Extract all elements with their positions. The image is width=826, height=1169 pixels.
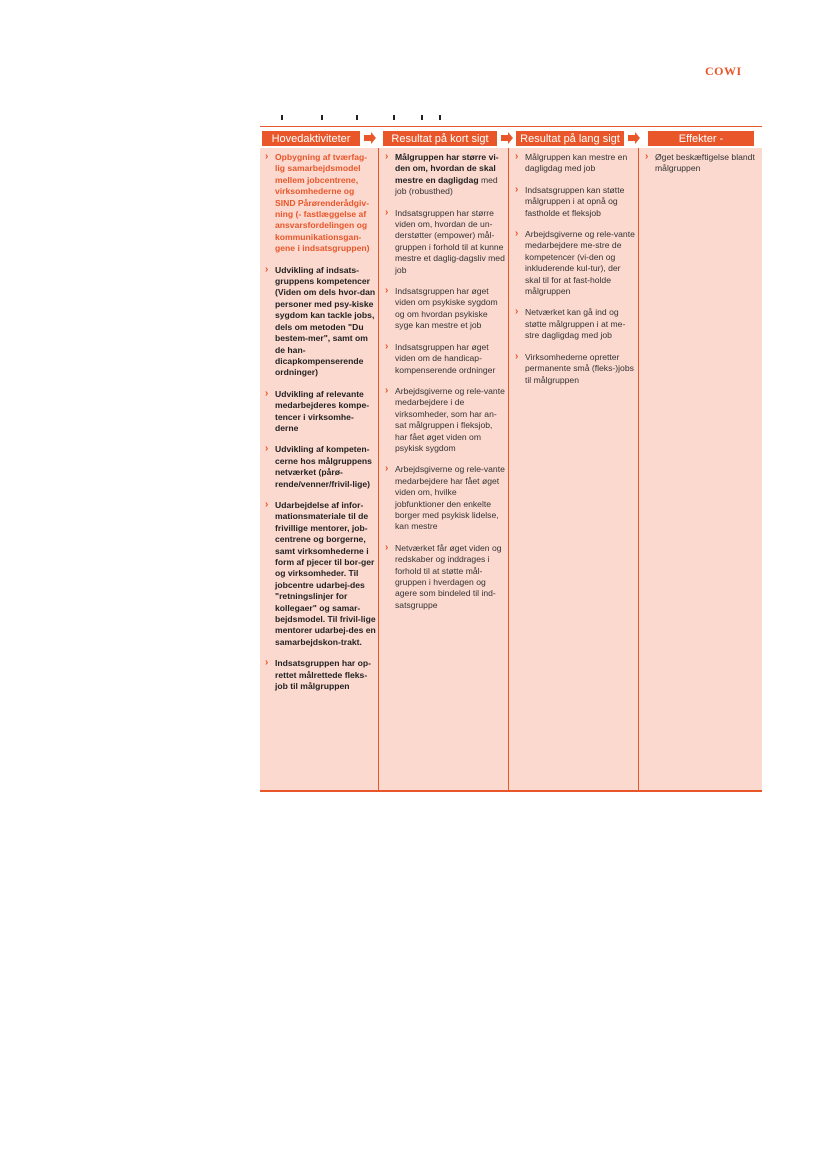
table-bottom-rule (260, 790, 762, 792)
column-divider (638, 148, 639, 790)
header-effekter: Effekter - (647, 130, 755, 147)
list-item: › Arbejdsgiverne og rele-vante medarbejdere har fået øget viden om, hvilke jobfunktioner den enkelte borger med psykisk lidelse, kan mestre (382, 464, 506, 532)
list-item: › Indsatsgruppen har større viden om, hvordan de un-derstøtter (empower) mål-gruppen i forhold til at kunne mestre et daglig-dagsliv med job (382, 208, 506, 276)
list-item: › Virksomhederne opretter permanente små (fleks-)jobs til målgruppen (512, 352, 636, 386)
column-lang-sigt (512, 152, 636, 396)
column-divider (378, 148, 379, 790)
column-effekter (642, 152, 760, 185)
list-item: › Indsatsgruppen har øget viden om de handicap-kompenserende ordninger (382, 342, 506, 376)
list-item: › Arbejdsgiverne og rele-vante medarbejdere me-stre de kompetencer (vi-den og inkluderende kul-tur), der skal til for at fast-holde målgruppen (512, 229, 636, 297)
list-item: › Netværket får øget viden og redskaber og inddrages i forhold til at støtte mål-gruppen i hverdagen og agere som bindeled til ind-satsgruppe (382, 543, 506, 611)
list-item: › Indsatsgruppen har op-rettet målrettede fleks-job til målgruppen (262, 658, 376, 692)
list-item: › Indsatsgruppen har øget viden om psykiske sygdom og om hvordan psykiske syge kan mestre et job (382, 286, 506, 332)
column-hovedaktiviteter (262, 152, 376, 702)
table-top-rule (260, 126, 762, 127)
cowi-logo: COWI (705, 64, 742, 78)
column-kort-sigt (382, 152, 506, 621)
list-item: › Arbejdsgiverne og rele-vante medarbejdere i de virksomheder, som har an-sat målgruppen i fleksjob, har fået øget viden om psykisk sygdom (382, 386, 506, 454)
column-divider (508, 148, 509, 790)
header-lang-sigt: Resultat på lang sigt (515, 130, 625, 147)
list-item-bold: Målgruppen har større vi-den om, hvordan de skal mestre en dagligdag (395, 152, 499, 185)
header-kort-sigt: Resultat på kort sigt (382, 130, 498, 147)
list-item: › Udarbejdelse af infor-mationsmateriale til de frivillige mentorer, job-centrene og borgerne, samt virksomhederne i form af pjecer til bor-ger og virksomheder. Til jobcentre udarbej-des "retningslinjer for kollegaer" og samar-bejdsmodel. Til frivil-lige mentorer udarbej-des en samarbejdskon-trakt. (262, 500, 376, 648)
list-item: › Indsatsgruppen kan støtte målgruppen i at opnå og fastholde et fleksjob (512, 185, 636, 219)
list-item: › Udvikling af relevante medarbejderes kompe-tencer i virksomhe-derne (262, 389, 376, 435)
list-item: › Udvikling af indsats-gruppens kompetencer (Viden om dels hvor-dan personer med psy-kiske sygdom kan tackle jobs, dels om metoden "Du bestem-mer", samt om de han-dicapkompenserende ordninger) (262, 265, 376, 379)
header-hovedaktiviteter: Hovedaktiviteter (261, 130, 361, 147)
list-item: › Målgruppen kan mestre en dagligdag med job (512, 152, 636, 175)
arrow-right-icon (500, 131, 514, 145)
list-item: › Udvikling af kompeten-cerne hos målgruppens netværket (pårø-rende/venner/frivil-lige) (262, 444, 376, 490)
cropped-heading-remnant (281, 115, 451, 121)
list-item: › Øget beskæftigelse blandt målgruppen (642, 152, 760, 175)
list-item (382, 152, 506, 198)
list-item: › Opbygning af tværfag-lig samarbejdsmodel mellem jobcentrene, virksomhederne og SIND Pårørenderådgiv-ning (- fastlæggelse af ansvarsfordelingen og kommunikationsgan-gene i indsatsgruppen) (262, 152, 376, 255)
arrow-right-icon (627, 131, 641, 145)
list-item: › Netværket kan gå ind og støtte målgruppen i at me-stre dagligdag med job (512, 307, 636, 341)
arrow-right-icon (363, 131, 377, 145)
list-item-normal: med job (robusthed) (395, 174, 498, 197)
